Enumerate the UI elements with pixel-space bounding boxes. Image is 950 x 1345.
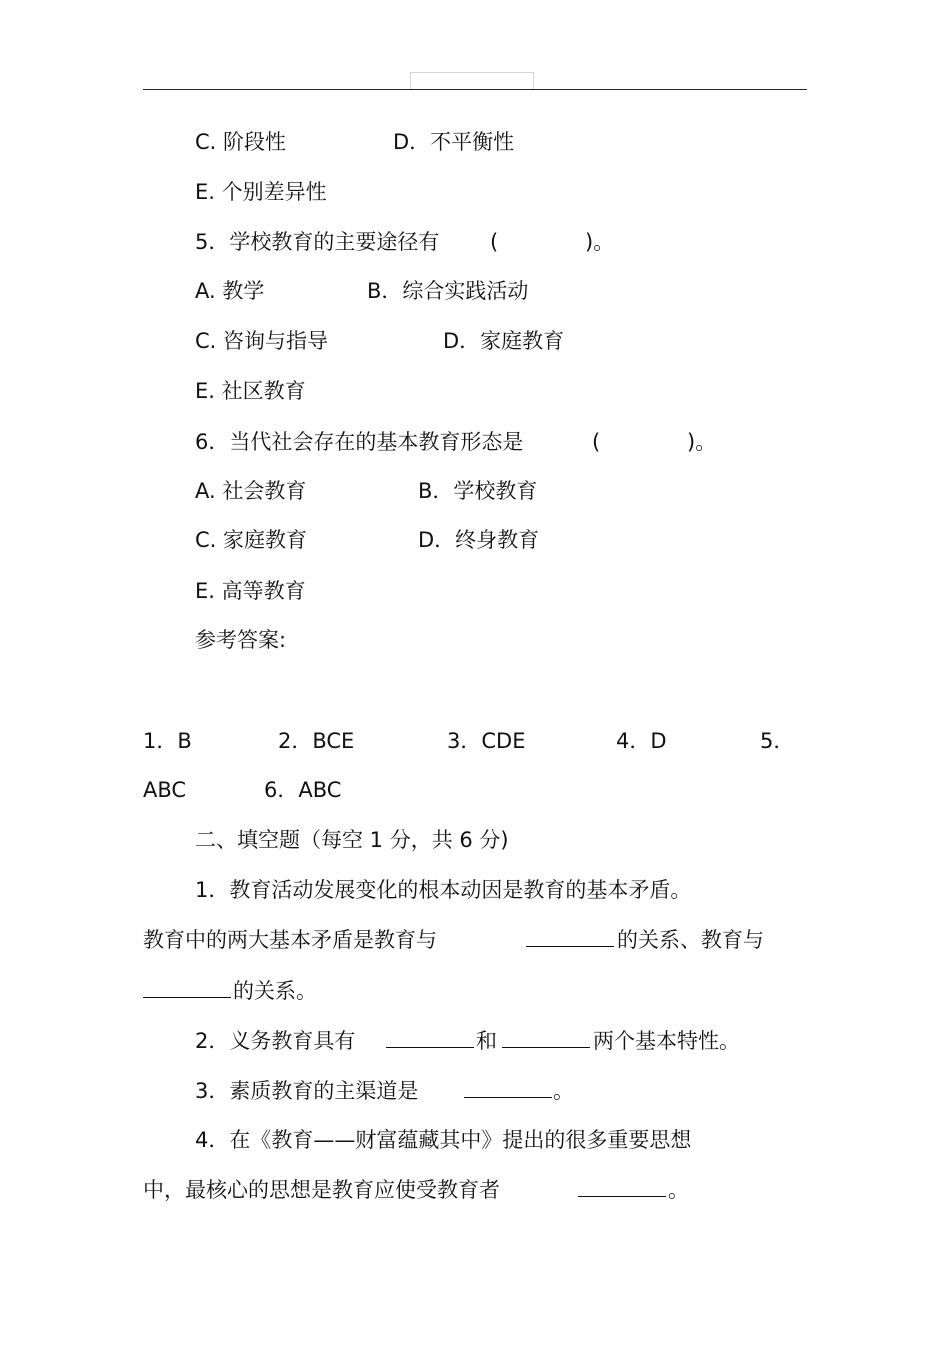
q6-option-d: D．终身教育: [418, 528, 540, 552]
answer-5-value: ABC: [143, 778, 187, 802]
q5-option-c: C. 咨询与指导: [195, 329, 329, 353]
q4-options-row2: [0, 178, 327, 234]
answer-4: 4．D: [616, 729, 667, 753]
fill-q1-line1: [0, 876, 692, 932]
q4-option-e: E. 个别差异性: [195, 180, 327, 204]
fill-q4-line1: [0, 1126, 692, 1182]
fill-q4-line2-pre: 中，最核心的思想是教育应使受教育者: [143, 1178, 500, 1202]
fill-q4-line2-post: 。: [668, 1178, 689, 1202]
answer-5-number: 5．: [760, 729, 795, 753]
q6-option-a: A. 社会教育: [195, 479, 307, 503]
fill-q4-line2: [0, 1176, 689, 1288]
q6-stem: 6．当代社会存在的基本教育形态是: [195, 430, 524, 454]
fill-q3-pre: 3．素质教育的主渠道是: [195, 1079, 419, 1103]
q5-stem: 5．学校教育的主要途径有: [195, 230, 440, 254]
q6-option-b: B．学校教育: [418, 479, 538, 503]
answers-heading: 参考答案:: [195, 628, 287, 652]
q6-paren-open: (: [592, 430, 601, 454]
fill-q2-blank-1: [386, 1027, 474, 1055]
fill-q1-line2-pre: 教育中的两大基本矛盾是教育与: [143, 928, 437, 952]
q5-paren-close: )。: [585, 230, 615, 254]
page-header-tab: [410, 72, 534, 89]
fill-q1-line2-post: 的关系、教育与: [617, 928, 764, 952]
q5-option-e: E. 社区教育: [195, 379, 306, 403]
q5-option-a: A. 教学: [195, 279, 265, 303]
fill-q1-line3-post: 的关系。: [233, 979, 317, 1003]
q4-option-d: D．不平衡性: [393, 130, 515, 154]
q6-paren-close: )。: [687, 430, 717, 454]
fill-q2-blank-2: [502, 1027, 590, 1055]
q6-options-row3: [0, 577, 306, 633]
fill-section-heading: 二、填空题（每空 1 分，共 6 分): [195, 828, 509, 852]
answer-3: 3．CDE: [447, 729, 526, 753]
answer-6: 6．ABC: [264, 778, 342, 802]
fill-q1-blank-2: [143, 977, 231, 1005]
fill-q1-text: 1．教育活动发展变化的根本动因是教育的基本矛盾。: [195, 878, 692, 902]
q6-option-e: E. 高等教育: [195, 579, 306, 603]
fill-q2-mid: 和: [476, 1029, 497, 1053]
fill-q3-blank: [464, 1077, 552, 1105]
q5-option-d: D．家庭教育: [443, 329, 565, 353]
header-rule: [143, 89, 807, 90]
q6-option-c: C. 家庭教育: [195, 528, 308, 552]
fill-q2-post: 两个基本特性。: [593, 1029, 740, 1053]
answers-heading-row: [0, 626, 287, 682]
answer-1: 1．B: [143, 729, 192, 753]
q5-option-b: B．综合实践活动: [367, 279, 529, 303]
fill-q4-blank: [578, 1176, 666, 1204]
answer-2: 2．BCE: [278, 729, 355, 753]
fill-q1-blank-1: [526, 926, 614, 954]
fill-q3-post: 。: [553, 1079, 574, 1103]
fill-q2-pre: 2．义务教育具有: [195, 1029, 356, 1053]
q5-paren-open: (: [490, 230, 499, 254]
fill-heading-row: [0, 826, 509, 882]
fill-q4-text: 4．在《教育——财富蕴藏其中》提出的很多重要思想: [195, 1128, 692, 1152]
q5-options-row3: [0, 377, 306, 433]
q4-option-c: C. 阶段性: [195, 130, 287, 154]
